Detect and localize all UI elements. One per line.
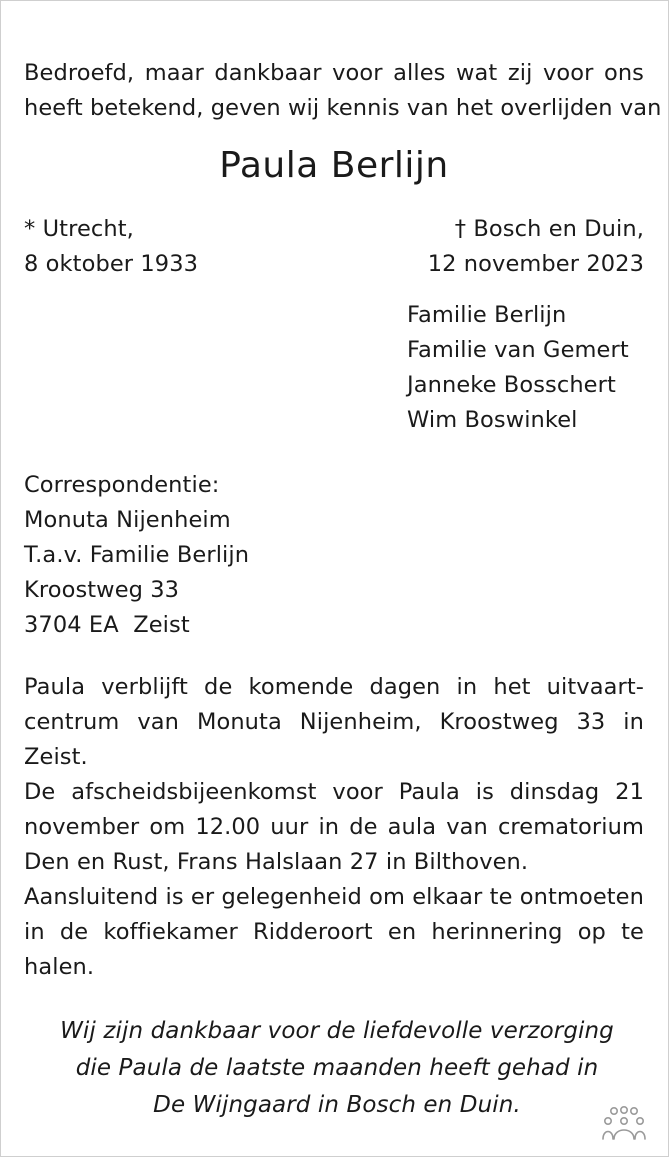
notice-line: november om 12.00 uur in de aula van crematorium xyxy=(24,814,644,840)
people-group-icon xyxy=(601,1105,647,1143)
notice-line: Zeist. xyxy=(24,744,88,770)
obituary-notice xyxy=(24,56,662,1124)
intro-paragraph xyxy=(24,56,662,126)
ceremony-notice xyxy=(24,670,644,985)
correspondence-heading: Correspondentie: xyxy=(24,472,220,498)
address-line: Monuta Nijenheim xyxy=(24,507,231,533)
birth-place: * Utrecht, xyxy=(24,216,134,242)
life-dates xyxy=(24,212,644,282)
birth-date: 8 oktober 1933 xyxy=(24,251,199,277)
notice-line: Aansluitend is er gelegenheid om elkaar te ontmoeten xyxy=(24,884,644,910)
notice-line: De afscheidsbijeenkomst voor Paula is dinsdag 21 xyxy=(24,779,644,805)
closing-line: De Wijngaard in Bosch en Duin. xyxy=(153,1092,521,1118)
notice-line: in de koffiekamer Ridderoort en herinnering op te xyxy=(24,919,644,945)
correspondence-address xyxy=(24,468,644,643)
family-member: Familie Berlijn xyxy=(407,302,567,328)
death-info xyxy=(428,212,644,282)
notice-line: Paula verblijft de komende dagen in het uitvaart- xyxy=(24,674,644,700)
closing-line: die Paula de laatste maanden heeft gehad in xyxy=(75,1055,599,1081)
closing-thanks xyxy=(24,1013,644,1124)
death-date: 12 november 2023 xyxy=(427,251,644,277)
deceased-name: Paula Berlijn xyxy=(219,145,449,186)
birth-info xyxy=(24,212,198,282)
address-line: Kroostweg 33 xyxy=(24,577,180,603)
death-place: † Bosch en Duin, xyxy=(454,216,644,242)
family-list xyxy=(407,298,644,438)
family-member: Familie van Gemert xyxy=(407,337,629,363)
notice-line: halen. xyxy=(24,954,95,980)
notice-line: centrum van Monuta Nijenheim, Kroostweg 33 in xyxy=(24,709,644,735)
intro-line: Bedroefd, maar dankbaar voor alles wat zij voor ons xyxy=(24,60,644,86)
notice-line: Den en Rust, Frans Halslaan 27 in Bilthoven. xyxy=(24,849,529,875)
address-line: 3704 EA Zeist xyxy=(24,612,190,638)
family-member: Janneke Bosschert xyxy=(407,372,616,398)
address-line: T.a.v. Familie Berlijn xyxy=(24,542,250,568)
closing-line: Wij zijn dankbaar voor de liefdevolle verzorging xyxy=(60,1018,614,1044)
family-member: Wim Boswinkel xyxy=(407,407,578,433)
intro-line: heeft betekend, geven wij kennis van het overlijden van xyxy=(24,95,662,121)
